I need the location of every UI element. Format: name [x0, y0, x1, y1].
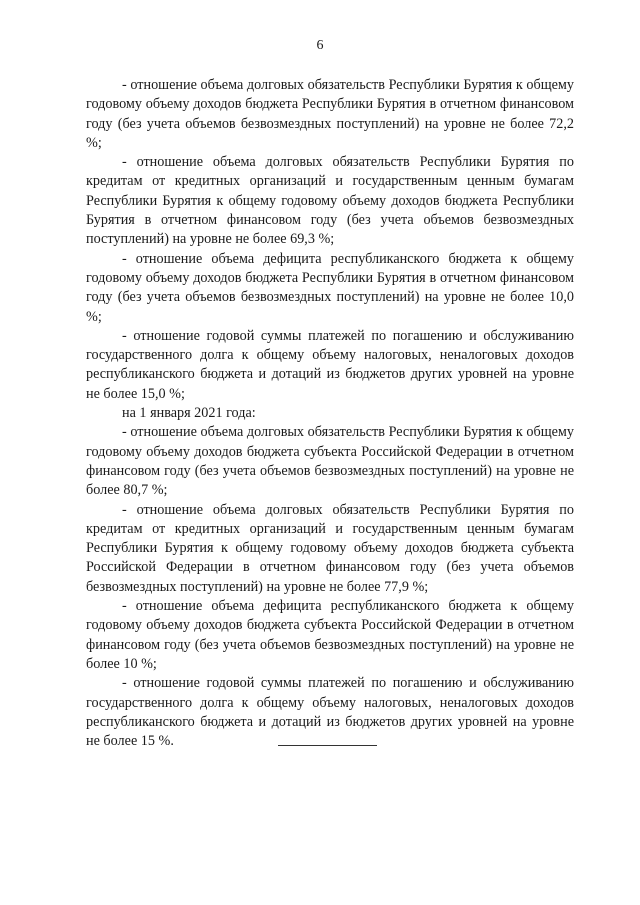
paragraph-credit-debt-to-revenue-2021: - отношение объема долговых обязательств Республики Бурятия по кредитам от кредитных организаций и государственным ценным бумагам Республики Бурятия к общему годовому объему доходов бюджета субъекта Российской Федерации в отчетном финансовом году (без учета объемов безвозмездных поступлений) на уровне не более 77,9 %; — [86, 501, 574, 595]
paragraph-date-heading-2021: на 1 января 2021 года: — [122, 405, 256, 422]
page-number: 6 — [316, 38, 324, 53]
paragraph-deficit-to-revenue-2021: - отношение объема дефицита республиканского бюджета к общему годовому объему доходов бюджета субъекта Российской Федерации в отчетном финансовом году (без учета объемов безвозмездных поступлений) на уровне не более 10 %; — [86, 598, 574, 672]
closing-rule — [278, 745, 377, 746]
paragraph-credit-debt-to-revenue-2020: - отношение объема долговых обязательств Республики Бурятия по кредитам от кредитных организаций и государственным ценным бумагам Республики Бурятия к общему годовому объему доходов бюджета Республики Бурятия в отчетном финансовом году (без учета объемов безвозмездных поступлений) на уровне не более 69,3 %; — [86, 154, 574, 248]
document-body — [86, 76, 574, 751]
paragraph-debt-to-revenue-2021: - отношение объема долговых обязательств Республики Бурятия к общему годовому объему доходов бюджета субъекта Российской Федерации в отчетном финансовом году (без учета объемов безвозмездных поступлений) на уровне не более 80,7 %; — [86, 424, 574, 499]
paragraph-debt-service-2021: - отношение годовой суммы платежей по погашению и обслуживанию государственного долга к общему объему налоговых, неналоговых доходов республиканского бюджета и дотаций из бюджетов других уровней на уровне не более 15 %. — [86, 675, 574, 750]
paragraph-deficit-to-revenue-2020: - отношение объема дефицита республиканского бюджета к общему годовому объему доходов бюджета Республики Бурятия в отчетном финансовом году (без учета объемов безвозмездных поступлений) на уровне не более 10,0 %; — [86, 250, 574, 325]
paragraph-debt-service-2020: - отношение годовой суммы платежей по погашению и обслуживанию государственного долга к общему объему налоговых, неналоговых доходов республиканского бюджета и дотаций из бюджетов других уровней на уровне не более 15,0 %; — [86, 327, 574, 402]
paragraph-debt-to-revenue-2020: - отношение объема долговых обязательств Республики Бурятия к общему годовому объему доходов бюджета Республики Бурятия в отчетном финансовом году (без учета объемов безвозмездных поступлений) на уровне не более 72,2 %; — [86, 77, 574, 151]
